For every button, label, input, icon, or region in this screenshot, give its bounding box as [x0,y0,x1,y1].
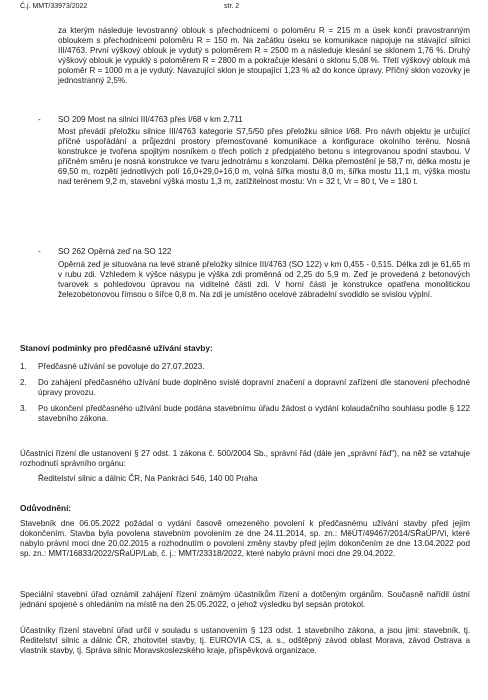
condition-number: 1. [20,362,27,371]
page-number: str. 2 [224,3,240,10]
bullet-so262: - [38,247,41,256]
so262-text: Opěrná zeď je situována na levé straně přeložky silnice III/4763 (SO 122) v km 0,455 - 0,515. Délka zdi je 61,65 m v rubu zdi. Vzhledem k výšce násypu je výška zdi proměnná od 2,25 do 5,9 m. Zeď je provedená z betonových tvarovek s pohledovou úpravou na viditelné části zdi. V horní části je konstrukce opatřena monolitickou železobetonovou římsou o šířce 0,8 m. Na zdi je umístěno ocelové zábradelní svodidlo se svislou výplní. [58,260,470,299]
conditions-heading: Stanoví podmínky pro předčasné užívání stavby: [20,343,213,353]
intro-paragraph: za kterým následuje levostranný oblouk s přechodnicemi o poloměru R = 215 m a úsek končí pravostranným obloukem s přechodnicemi poloměru R = 150 m. Na začátku úseku se komunikace napojuje na stávající silnici III/4763. První výškový oblouk je vydutý s poloměrem R = 2500 m a následuje klesání se sklonem 1,76 %. Druhý výškový oblouk je vypuklý s poloměrem R = 2800 m a pokračuje klesání o sklonu 5,08 %. Třetí výškový oblouk má poloměr R = 1000 m a je vydutý. Navazující sklon je stoupající 1,23 % až do konce úpravy. Příčný sklon vozovky je jednostranný 2,5%. [58,26,470,85]
reasoning-paragraph-2: Speciální stavební úřad oznámil zahájení řízení známým účastníkům řízení a dotčeným orgánům. Současně nařídil ústní jednání spojené s ohledáním na místě na den 25.05.2022, o jehož výsledku byl sepsán protokol. [20,590,470,609]
reasoning-heading: Odůvodnění: [20,503,72,513]
participant-entity: Ředitelství silnic a dálnic ČR, Na Pankráci 546, 140 00 Praha [38,474,258,483]
reasoning-paragraph-1: Stavebník dne 06.05.2022 požádal o vydání časově omezeného povolení k předčasnému užívání stavby před jejím dokončením. Stavba byla povolena stavebním povolením ze dne 24.11.2014, sp. zn.: MěÚT/49467/2014/SŘaÚP/Vi, které nabylo právní moci dne 20.02.2015 a rozhodnutím o povolení změny stavby před jejím dokončením ze dne 13.04.2022 pod sp. zn.: MMT/16833/2022/SŘaÚP/Lab, č. j.: MMT/23318/2022, které nabylo právní moci dne 29.04.2022. [20,519,470,558]
condition-text: Předčasné užívání se povoluje do 27.07.2023. [38,362,205,371]
condition-number: 2. [20,378,27,387]
bullet-so209: - [38,115,41,124]
reference-number: Č.j. MMT/33973/2022 [20,3,88,10]
participants-text: Účastníci řízení dle ustanovení § 27 odst. 1 zákona č. 500/2004 Sb., správní řád (dále jen „správní řád"), na něž se vztahuje rozhodnutí správního orgánu: [20,449,470,468]
so209-text: Most převádí přeložku silnice III/4763 kategorie S7,5/50 přes přeložku silnice I/68. Pro návrh objektu je určující příčné uspořádání a průjezdní prostory přemosťované komunikace a konfigurace okolního terénu. Nosná konstrukce je tvořena spojitým nosníkem o třech polích z předpjatého betonu s integrovanou spodní stavbou. V příčném směru je nosná konstrukce ve tvaru jednotrámu s konzolami. Délka přemostění je 58,7 m, délka mostu je 69,50 m, rozpětí jednotlivých polí 16,0+29,0+16,0 m, volná šířka mostu 8,0 m, šířka mostu 11,1 m, výška mostu nad terénem 9,2 m, stavební výška mostu 1,3 m, zatížitelnost mostu: Vn = 32 t, Vr = 80 t, Ve = 180 t. [58,127,470,186]
condition-number: 3. [20,404,27,413]
condition-text: Po ukončení předčasného užívání bude podána stavebnímu úřadu žádost o vydání kolaudačního souhlasu podle § 122 stavebního zákona. [38,404,470,423]
so209-title: SO 209 Most na silnici III/4763 přes I/68 v km 2,711 [58,115,243,124]
reasoning-paragraph-3: Účastníky řízení stavební úřad určil v souladu s ustanovením § 123 odst. 1 stavebního zákona, a jsou jimi: stavebník, tj. Ředitelství silnic a dálnic ČR, zhotovitel stavby, tj. EUROVIA CS, a. s., odštěpný závod oblast Morava, závod Ostrava a vlastník stavby, tj. Správa silnic Moravskoslezského kraje, příspěvková organizace. [20,626,470,655]
condition-text: Do zahájení předčasného užívání bude doplněno svislé dopravní značení a dopravní zařízení dle stanovení přechodné úpravy provozu. [38,378,470,397]
so262-title: SO 262 Opěrná zeď na SO 122 [58,247,172,256]
